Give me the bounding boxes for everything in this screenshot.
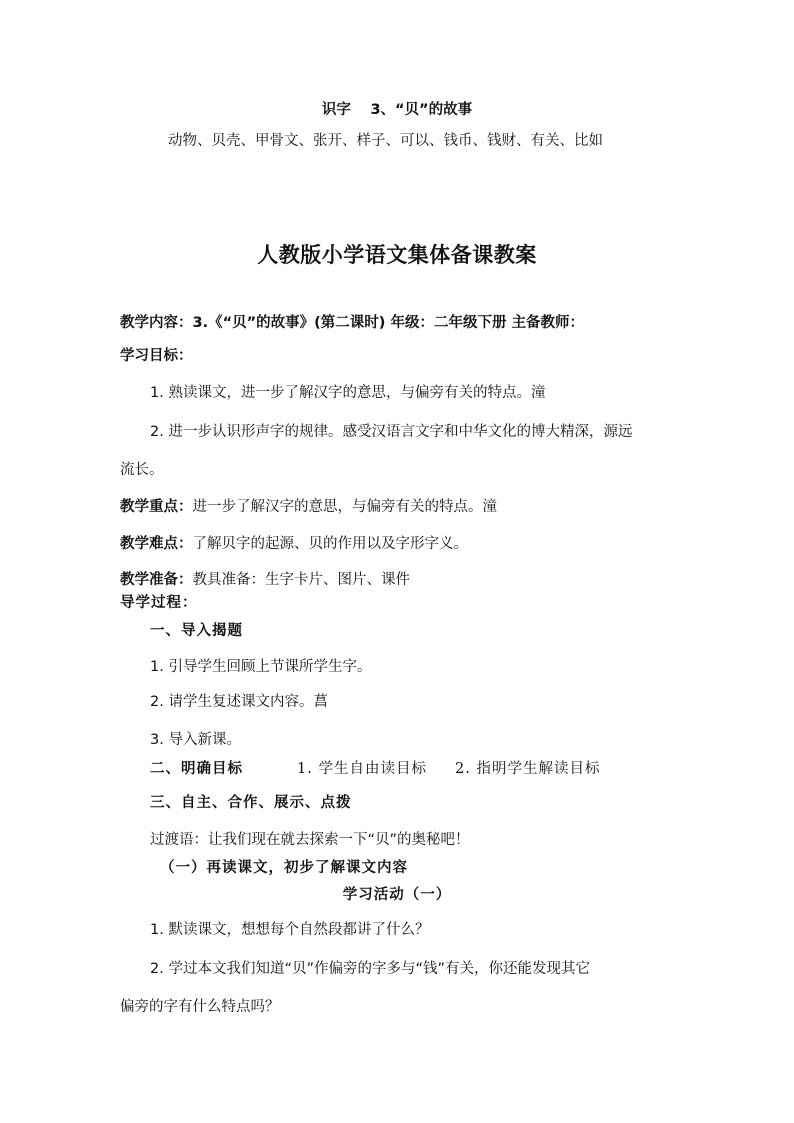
preparation-text: 教具准备：生字卡片、图片、课件: [192, 572, 410, 588]
activity-heading: 学习活动（一）: [342, 886, 452, 903]
activity-question-1: 1. 默读课文，想想每个自然段都讲了什么？: [150, 922, 430, 938]
section-1-heading: 一、导入揭题: [150, 622, 243, 639]
section-2-step-2: 2. 指明学生解读目标: [455, 761, 601, 777]
document-title: 人教版小学语文集体备课教案: [257, 243, 537, 267]
objective-item-2-continued: 流长。: [120, 462, 164, 478]
section-2-step-1: 1. 学生自由读目标: [297, 761, 427, 777]
objective-item-2: 2. 进一步认识形声字的规律。感受汉语言文字和中华文化的博大精深，源远: [150, 424, 633, 440]
objectives-label: 学习目标：: [120, 348, 193, 364]
preparation-row: [120, 570, 410, 590]
section-3-heading: 三、自主、合作、展示、点拨: [150, 794, 352, 811]
lesson-heading: 识字 3、“贝”的故事: [321, 102, 473, 118]
subsection-1-heading: （一）再读课文，初步了解课文内容: [160, 859, 408, 876]
key-point-text: 进一步了解汉字的意思，与偏旁有关的特点。潼: [192, 499, 497, 515]
vocabulary-line: 动物、贝壳、甲骨文、张开、样子、可以、钱币、钱财、有关、比如: [168, 133, 603, 149]
section-1-step-3: 3. 导入新课。: [150, 732, 241, 748]
section-1-step-2: 2. 请学生复述课文内容。菖: [150, 694, 328, 710]
objective-item-1: 1. 熟读课文，进一步了解汉字的意思，与偏旁有关的特点。潼: [150, 385, 546, 401]
section-2-heading: 二、明确目标: [150, 760, 243, 777]
key-point-row: [120, 497, 497, 517]
activity-question-2-continued: 偏旁的字有什么特点吗？: [120, 999, 280, 1015]
difficult-point-text: 了解贝字的起源、贝的作用以及字形字义。: [192, 536, 468, 552]
preparation-label: 教学准备：: [120, 572, 193, 588]
difficult-point-label: 教学难点：: [120, 536, 193, 552]
process-label: 导学过程：: [120, 594, 198, 611]
activity-question-2: 2. 学过本文我们知道“贝”作偏旁的字多与“钱”有关，你还能发现其它: [150, 961, 590, 977]
lesson-info-line: 教学内容：3.《“贝”的故事》(第二课时) 年级：二年级下册 主备教师：: [120, 315, 585, 331]
transition-text: 过渡语：让我们现在就去探索一下“贝”的奥秘吧！: [150, 832, 470, 848]
key-point-label: 教学重点：: [120, 499, 193, 515]
section-1-step-1: 1. 引导学生回顾上节课所学生字。: [150, 659, 372, 675]
difficult-point-row: [120, 534, 468, 554]
